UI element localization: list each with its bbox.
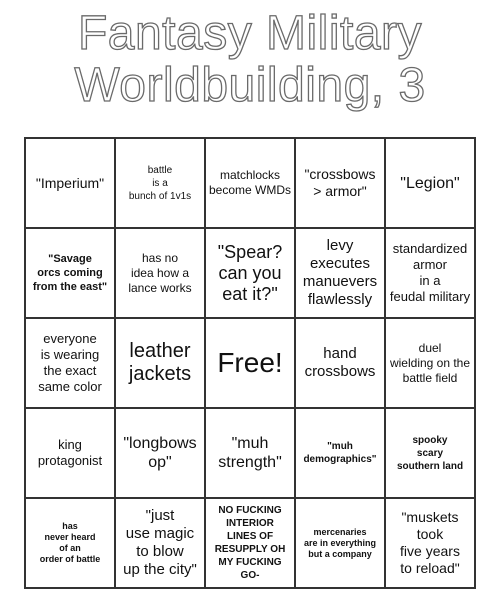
cell-text: "just use magic to blow up the city" [123, 507, 197, 578]
bingo-cell-18[interactable] [205, 408, 295, 498]
bingo-cell-16[interactable] [25, 408, 115, 498]
bingo-cell-4[interactable] [295, 138, 385, 228]
cell-text: "muh strength" [218, 435, 282, 471]
bingo-cell-23[interactable] [205, 498, 295, 588]
bingo-board [24, 137, 476, 589]
bingo-cell-6[interactable] [25, 228, 115, 318]
cell-text: everyone is wearing the exact same color [38, 331, 102, 394]
bingo-cell-25[interactable] [385, 498, 475, 588]
cell-text: "crossbows > armor" [304, 166, 376, 199]
cell-text: standardized armor in a feudal military [389, 241, 471, 304]
bingo-cell-12[interactable] [115, 318, 205, 408]
cell-text: Free! [217, 347, 283, 378]
cell-text: has never heard of an order of battle [39, 521, 101, 564]
bingo-cell-5[interactable] [385, 138, 475, 228]
cell-text: hand crossbows [304, 345, 376, 380]
bingo-cell-7[interactable] [115, 228, 205, 318]
title-line-2: Worldbuilding, 3 [74, 59, 426, 112]
cell-text: "Legion" [400, 174, 460, 192]
bingo-cell-2[interactable] [115, 138, 205, 228]
bingo-cell-19[interactable] [295, 408, 385, 498]
cell-text: has no idea how a lance works [128, 250, 192, 295]
bingo-cell-14[interactable] [295, 318, 385, 408]
cell-text: "longbows op" [123, 435, 197, 471]
cell-text: spooky scary southern land [396, 434, 464, 472]
bingo-cell-3[interactable] [205, 138, 295, 228]
bingo-cell-9[interactable] [295, 228, 385, 318]
cell-text: levy executes manuevers flawlessly [302, 237, 378, 308]
bingo-cell-24[interactable] [295, 498, 385, 588]
cell-text: mercenaries are in everything but a company [303, 526, 377, 559]
cell-text: "Savage orcs coming from the east" [32, 253, 108, 293]
title-line-1: Fantasy Military [77, 7, 423, 60]
cell-text: leather jackets [128, 340, 192, 385]
cell-text: "Spear? can you eat it?" [217, 241, 283, 304]
bingo-cell-free[interactable] [205, 318, 295, 408]
bingo-cell-8[interactable] [205, 228, 295, 318]
cell-text: matchlocks become WMDs [208, 168, 291, 197]
bingo-cell-10[interactable] [385, 228, 475, 318]
cell-text: NO FUCKING INTERIOR LINES OF RESUPPLY OH MY FUCKING GO- [214, 505, 286, 581]
bingo-cell-1[interactable] [25, 138, 115, 228]
bingo-cell-20[interactable] [385, 408, 475, 498]
bingo-cell-22[interactable] [115, 498, 205, 588]
cell-text: "muh demographics" [303, 441, 377, 465]
bingo-cell-17[interactable] [115, 408, 205, 498]
cell-text: "Imperium" [35, 174, 105, 191]
bingo-cell-21[interactable] [25, 498, 115, 588]
bingo-cell-11[interactable] [25, 318, 115, 408]
cell-text: king protagonist [37, 437, 103, 468]
cell-text: duel wielding on the battle field [389, 340, 471, 385]
cell-text: "muskets took five years to reload" [400, 509, 460, 576]
bingo-cell-15[interactable] [385, 318, 475, 408]
cell-text: battle is a bunch of 1v1s [128, 164, 192, 202]
